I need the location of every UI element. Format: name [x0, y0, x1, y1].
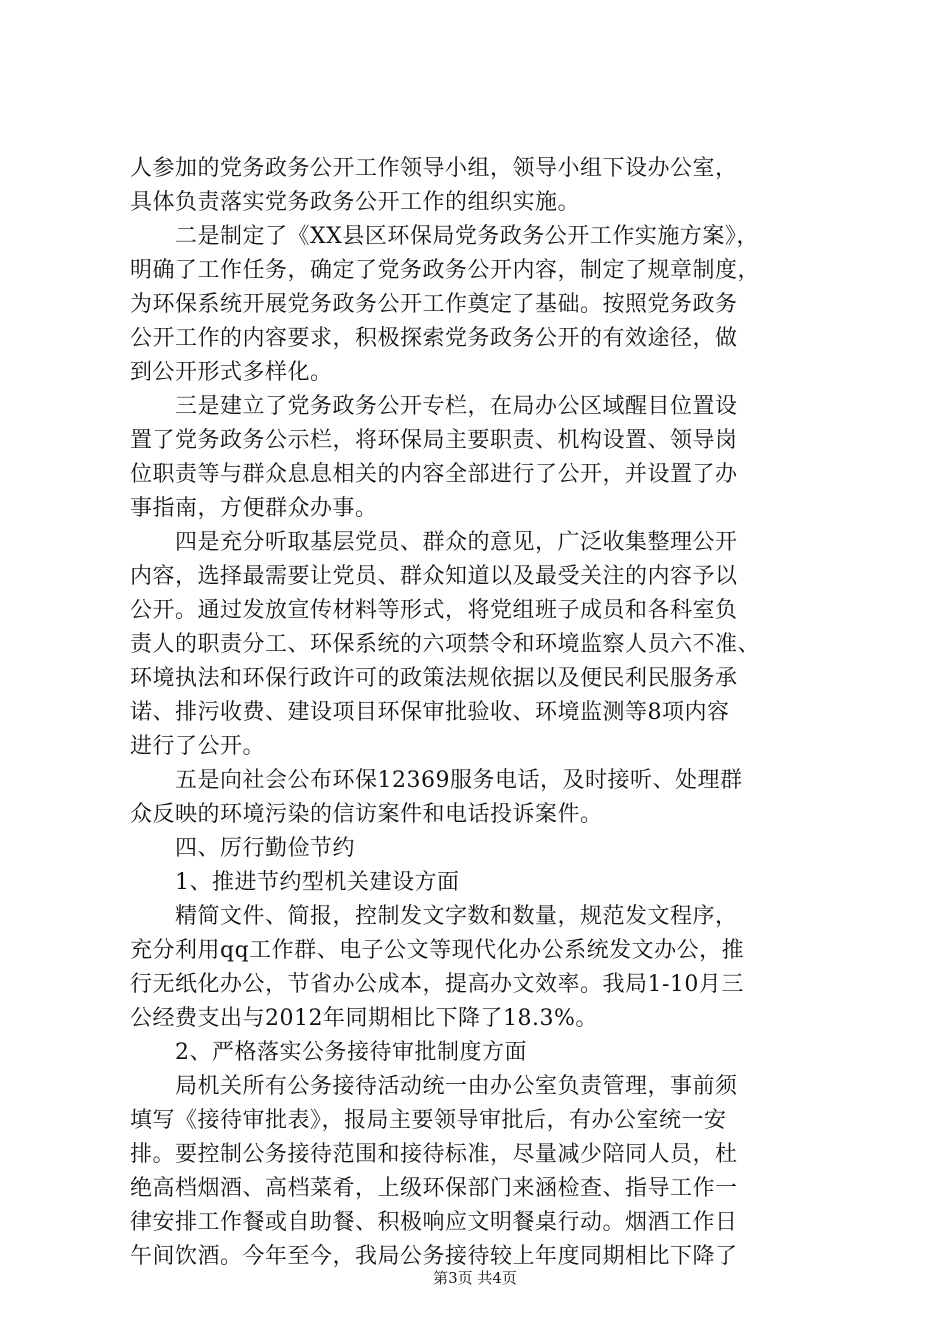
text-line: 为环保系统开展党务政务公开工作奠定了基础。按照党务政务	[130, 292, 738, 317]
text-line: 具体负责落实党务政务公开工作的组织实施。	[130, 190, 581, 215]
text-line: 公开。通过发放宣传材料等形式，将党组班子成员和各科室负	[130, 598, 738, 623]
text-line: 局机关所有公务接待活动统一由办公室负责管理，事前须	[130, 1074, 738, 1099]
text-line: 行无纸化办公，节省办公成本，提高办文效率。我局1-10月三	[130, 972, 744, 997]
text-line: 位职责等与群众息息相关的内容全部进行了公开，并设置了办	[130, 462, 738, 487]
text-line: 内容，选择最需要让党员、群众知道以及最受关注的内容予以	[130, 564, 738, 589]
text-line: 诺、排污收费、建设项目环保审批验收、环境监测等8项内容	[130, 700, 730, 725]
text-line: 律安排工作餐或自助餐、积极响应文明餐桌行动。烟酒工作日	[130, 1210, 738, 1235]
text-line: 填写《接待审批表》，报局主要领导审批后，有办公室统一安	[130, 1108, 727, 1133]
text-line: 环境执法和环保行政许可的政策法规依据以及便民利民服务承	[130, 666, 738, 691]
text-line: 四、厉行勤俭节约	[130, 836, 356, 861]
text-line: 进行了公开。	[130, 734, 266, 759]
text-line: 1、推进节约型机关建设方面	[130, 870, 460, 895]
text-line: 五是向社会公布环保12369服务电话，及时接听、处理群	[130, 768, 743, 793]
text-line: 2、严格落实公务接待审批制度方面	[130, 1040, 527, 1065]
text-line: 四是充分听取基层党员、群众的意见，广泛收集整理公开	[130, 530, 738, 555]
text-line: 人参加的党务政务公开工作领导小组，领导小组下设办公室，	[130, 156, 738, 181]
text-line: 二是制定了《XX县区环保局党务政务公开工作实施方案》，	[130, 224, 759, 249]
text-line: 到公开形式多样化。	[130, 360, 333, 385]
text-line: 排。要控制公务接待范围和接待标准，尽量减少陪同人员，杜	[130, 1142, 738, 1167]
text-line: 公开工作的内容要求，积极探索党务政务公开的有效途径，做	[130, 326, 738, 351]
text-line: 公经费支出与2012年同期相比下降了18.3%。	[130, 1006, 598, 1031]
text-line: 三是建立了党务政务公开专栏，在局办公区域醒目位置设	[130, 394, 738, 419]
text-line: 充分利用qq工作群、电子公文等现代化办公系统发文办公，推	[130, 938, 745, 963]
text-line: 绝高档烟酒、高档菜肴，上级环保部门来涵检查、指导工作一	[130, 1176, 738, 1201]
text-line: 明确了工作任务，确定了党务政务公开内容，制定了规章制度，	[130, 258, 761, 283]
text-line: 午间饮酒。今年至今，我局公务接待较上年度同期相比下降了	[130, 1244, 738, 1269]
text-line: 置了党务政务公示栏，将环保局主要职责、机构设置、领导岗	[130, 428, 738, 453]
document-body	[130, 152, 830, 1274]
page-footer: 第3页 共4页	[433, 1269, 517, 1287]
text-line: 众反映的环境污染的信访案件和电话投诉案件。	[130, 802, 603, 827]
text-line: 责人的职责分工、环保系统的六项禁令和环境监察人员六不准、	[130, 632, 761, 657]
text-line: 精简文件、简报，控制发文字数和数量，规范发文程序，	[130, 904, 738, 929]
text-line: 事指南，方便群众办事。	[130, 496, 378, 521]
